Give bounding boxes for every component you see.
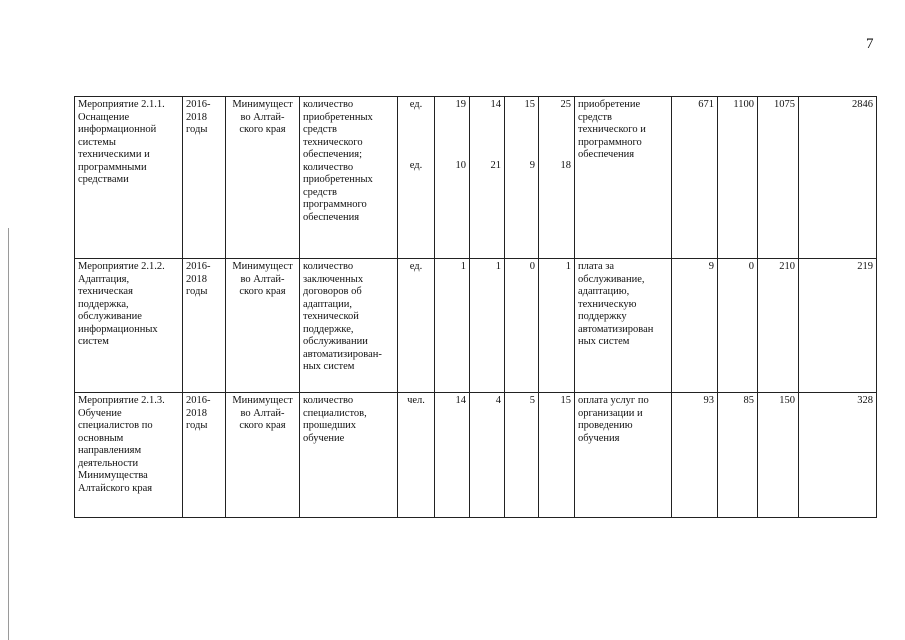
page-number: 7 [866,36,874,52]
value: 25 [560,99,571,110]
funding-cell: 93 [672,393,718,518]
value-cell [505,97,539,259]
funding-total-cell: 219 [799,259,877,393]
activities-table [74,96,877,518]
indicator-cell: количество специалистов, прошедших обучение [300,393,398,518]
value-cell [470,97,505,259]
unit-cell: ед. [398,259,435,393]
value-cell: 5 [505,393,539,518]
purpose-cell: приобретение средств технического и программного обеспечения [575,97,672,259]
value-cell: 0 [505,259,539,393]
value: 21 [490,159,501,171]
unit-cell: чел. [398,393,435,518]
value: 14 [490,99,501,110]
value: 15 [524,99,535,110]
value: 9 [529,159,535,171]
value-cell: 1 [470,259,505,393]
table-row [75,97,877,259]
unit-value: ед. [409,99,423,110]
value-cell: 14 [435,393,470,518]
value-cell: 15 [539,393,575,518]
indicator-cell: количество заключенных договоров об адаптации, технической поддержке, обслуживании автоматизирован-ных систем [300,259,398,393]
executor-cell: Минимущест во Алтай-ского края [226,97,300,259]
funding-cell: 210 [758,259,799,393]
purpose-cell: оплата услуг по организации и проведению обучения [575,393,672,518]
activity-cell: Мероприятие 2.1.2. Адаптация, техническая поддержка, обслуживание информационных систем [75,259,183,393]
period-cell: 2016-2018 годы [183,393,226,518]
indicator-cell: количество приобретенных средств технического обеспечения; количество приобретенных средств программного обеспечения [300,97,398,259]
funding-cell: 671 [672,97,718,259]
table-row [75,259,877,393]
value-cell: 1 [539,259,575,393]
funding-cell: 85 [718,393,758,518]
executor-cell: Минимущест во Алтай-ского края [226,393,300,518]
value-cell [435,97,470,259]
activity-cell: Мероприятие 2.1.3. Обучение специалистов по основным направлениям деятельности Минимущества Алтайского края [75,393,183,518]
funding-cell: 9 [672,259,718,393]
margin-line [8,228,9,640]
value: 18 [560,159,571,171]
value-cell: 4 [470,393,505,518]
funding-total-cell: 2846 [799,97,877,259]
value: 19 [455,99,466,110]
funding-cell: 1100 [718,97,758,259]
period-cell: 2016-2018 годы [183,259,226,393]
value-cell [539,97,575,259]
activity-cell: Мероприятие 2.1.1. Оснащение информационной системы техническими и программными средствами [75,97,183,259]
executor-cell: Минимущест во Алтай-ского края [226,259,300,393]
unit-cell [398,97,435,259]
period-cell: 2016-2018 годы [183,97,226,259]
funding-total-cell: 328 [799,393,877,518]
unit-value: ед. [409,159,423,171]
funding-cell: 0 [718,259,758,393]
value: 10 [455,159,466,171]
funding-cell: 150 [758,393,799,518]
table-row [75,393,877,518]
value-cell: 1 [435,259,470,393]
purpose-cell: плата за обслуживание, адаптацию, техническую поддержку автоматизирован ных систем [575,259,672,393]
funding-cell: 1075 [758,97,799,259]
